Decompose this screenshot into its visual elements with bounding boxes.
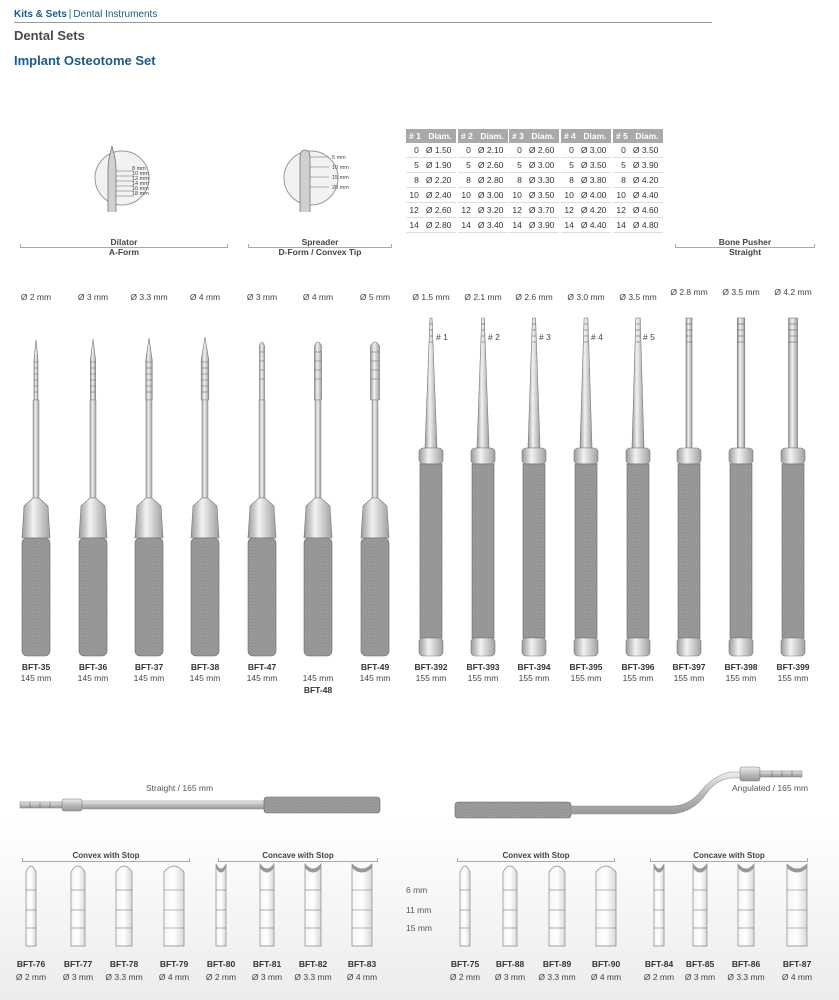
- depth-value: 10: [561, 188, 579, 203]
- tip-diameter: Ø 3.3 mm: [105, 972, 143, 982]
- instrument-tag: # 4: [591, 332, 603, 342]
- instrument-code: BFT-36: [78, 662, 108, 672]
- depth-value: 0: [509, 143, 527, 158]
- tip-bft-81: [260, 864, 274, 946]
- depth-value: 5: [509, 158, 527, 173]
- depth-table-head: # 2: [458, 129, 476, 143]
- diameter-value: Ø 3.80: [579, 173, 611, 188]
- diameter-value: Ø 3.90: [527, 218, 559, 233]
- diameter-value: Ø 3.00: [476, 188, 508, 203]
- tip-code: BFT-76: [16, 959, 46, 969]
- tip-diameter: Ø 3 mm: [684, 972, 716, 982]
- instrument-code: BFT-394: [517, 662, 551, 672]
- tip-code: BFT-87: [782, 959, 812, 969]
- instrument-bft-397: [677, 318, 701, 656]
- depth-value: 0: [561, 143, 579, 158]
- diameter-value: Ø 4.00: [579, 188, 611, 203]
- tip-diameter: Ø 2 mm: [15, 972, 47, 982]
- depth-table-diam-head: Diam.: [631, 129, 663, 143]
- instrument-tag: # 1: [436, 332, 448, 342]
- instrument-bft-35: [22, 340, 50, 656]
- tip-code: BFT-88: [495, 959, 525, 969]
- breadcrumb-section[interactable]: Kits & Sets: [14, 9, 67, 20]
- instrument-code: BFT-393: [466, 662, 500, 672]
- depth-value: 8: [406, 173, 424, 188]
- instrument-length: 145 mm: [20, 673, 52, 683]
- instrument-code: BFT-395: [569, 662, 603, 672]
- instrument-bft-398: [729, 318, 753, 656]
- instrument-diameter: Ø 3.5 mm: [619, 292, 657, 302]
- instrument-bft-38: [191, 337, 219, 656]
- instrument-tag: # 3: [539, 332, 551, 342]
- tip-diameter: Ø 4 mm: [781, 972, 813, 982]
- instrument-length: 155 mm: [518, 673, 550, 683]
- instrument-bft-48: [304, 342, 332, 656]
- diameter-value: Ø 3.00: [527, 158, 559, 173]
- diameter-value: Ø 2.40: [424, 188, 456, 203]
- depth-value: 12: [406, 203, 424, 218]
- diameter-value: Ø 4.60: [631, 203, 663, 218]
- instrument-length: 145 mm: [359, 673, 391, 683]
- tip-diameter: Ø 3 mm: [62, 972, 94, 982]
- tip-diameter: Ø 3.3 mm: [294, 972, 332, 982]
- tip-code: BFT-78: [109, 959, 139, 969]
- depth-value: 5: [561, 158, 579, 173]
- instrument-code: BFT-48: [303, 685, 333, 695]
- instrument-bft-394: [522, 318, 546, 656]
- tip-bft-82: [305, 864, 321, 946]
- depth-table-head: # 1: [406, 129, 424, 143]
- tip-code: BFT-79: [159, 959, 189, 969]
- tip-bft-76: [26, 866, 36, 946]
- instrument-length: 145 mm: [77, 673, 109, 683]
- dilator-tip-marks: 8 mm 10 mm 12 mm 14 mm 16 mm 18 mm: [132, 166, 149, 197]
- group-convex-left: Convex with Stop: [72, 851, 140, 860]
- tip-bft-77: [71, 866, 85, 946]
- tip-diameter: Ø 2 mm: [643, 972, 675, 982]
- depth-value: 0: [458, 143, 476, 158]
- instrument-diameter: Ø 3.3 mm: [130, 292, 168, 302]
- tip-bft-78: [116, 866, 132, 946]
- tip-diameter: Ø 4 mm: [158, 972, 190, 982]
- diameter-value: Ø 3.20: [476, 203, 508, 218]
- instrument-bft-399: [781, 318, 805, 656]
- depth-value: 12: [561, 203, 579, 218]
- diameter-value: Ø 2.60: [424, 203, 456, 218]
- instrument-diameter: Ø 3.5 mm: [722, 287, 760, 297]
- diameter-value: Ø 3.70: [527, 203, 559, 218]
- tip-bft-84: [654, 864, 664, 946]
- diameter-value: Ø 2.60: [527, 143, 559, 158]
- angulated-label: Angulated / 165 mm: [732, 783, 809, 793]
- tip-bft-79: [164, 866, 184, 946]
- depth-value: 14: [406, 218, 424, 233]
- instrument-code: BFT-399: [776, 662, 810, 672]
- depth-mark-15: 15 mm: [406, 923, 432, 933]
- depth-value: 14: [458, 218, 476, 233]
- group-convex-right: Convex with Stop: [502, 851, 570, 860]
- tip-diameter: Ø 2 mm: [449, 972, 481, 982]
- instrument-diameter: Ø 4 mm: [189, 292, 221, 302]
- straight-osteotome: [20, 797, 380, 813]
- depth-mark-6: 6 mm: [406, 885, 428, 895]
- instrument-code: BFT-35: [21, 662, 51, 672]
- depth-table-diam-head: Diam.: [476, 129, 508, 143]
- instrument-length: 155 mm: [570, 673, 602, 683]
- depth-table-head: # 4: [561, 129, 579, 143]
- depth-value: 5: [406, 158, 424, 173]
- tip-diameter: Ø 4 mm: [346, 972, 378, 982]
- group-bone-pusher: Bone Pusher Straight: [718, 237, 772, 257]
- instrument-bft-36: [79, 339, 107, 656]
- diameter-value: Ø 2.80: [424, 218, 456, 233]
- instrument-length: 155 mm: [622, 673, 654, 683]
- diameter-value: Ø 3.50: [631, 143, 663, 158]
- instrument-diameter: Ø 2.8 mm: [670, 287, 708, 297]
- tip-bft-85: [693, 864, 707, 946]
- depth-table-head: # 3: [509, 129, 527, 143]
- depth-value: 8: [458, 173, 476, 188]
- page-subtitle: Implant Osteotome Set: [14, 53, 156, 68]
- depth-value: 10: [406, 188, 424, 203]
- group-dilator: Dilator A-Form: [108, 237, 140, 257]
- instrument-length: 145 mm: [133, 673, 165, 683]
- instrument-length: 155 mm: [673, 673, 705, 683]
- tip-code: BFT-75: [450, 959, 480, 969]
- diameter-value: Ø 3.30: [527, 173, 559, 188]
- tip-bft-88: [503, 866, 517, 946]
- tip-diameter: Ø 4 mm: [590, 972, 622, 982]
- instrument-code: BFT-47: [247, 662, 277, 672]
- instrument-diameter: Ø 1.5 mm: [412, 292, 450, 302]
- diameter-value: Ø 4.40: [631, 188, 663, 203]
- instrument-bft-47: [248, 342, 276, 656]
- tip-code: BFT-90: [591, 959, 621, 969]
- instrument-code: BFT-398: [724, 662, 758, 672]
- depth-value: 14: [613, 218, 631, 233]
- group-concave-left: Concave with Stop: [262, 851, 334, 860]
- depth-value: 14: [509, 218, 527, 233]
- instrument-code: BFT-38: [190, 662, 220, 672]
- instrument-diameter: Ø 2.1 mm: [464, 292, 502, 302]
- instrument-code: BFT-396: [621, 662, 655, 672]
- tip-bft-90: [596, 866, 616, 946]
- diameter-value: Ø 1.90: [424, 158, 456, 173]
- tip-drawings: [0, 860, 839, 955]
- diameter-value: Ø 3.90: [631, 158, 663, 173]
- instrument-bft-393: [471, 318, 495, 656]
- tip-bft-86: [738, 864, 754, 946]
- tip-code: BFT-85: [685, 959, 715, 969]
- tip-bft-80: [216, 864, 226, 946]
- breadcrumb-separator: |: [68, 9, 72, 20]
- tip-diameter: Ø 3.3 mm: [727, 972, 765, 982]
- page-title: Dental Sets: [14, 28, 85, 43]
- group-spreader: Spreader D-Form / Convex Tip: [278, 237, 362, 257]
- instrument-bft-49: [361, 342, 389, 656]
- depth-mark-11: 11 mm: [406, 905, 432, 915]
- depth-value: 5: [613, 158, 631, 173]
- instrument-bft-37: [135, 338, 163, 656]
- tip-bft-89: [549, 866, 565, 946]
- instrument-diameter: Ø 2 mm: [20, 292, 52, 302]
- instrument-code: BFT-49: [360, 662, 390, 672]
- depth-value: 8: [561, 173, 579, 188]
- tip-diameter: Ø 3.3 mm: [538, 972, 576, 982]
- instrument-length: 155 mm: [777, 673, 809, 683]
- tip-code: BFT-86: [731, 959, 761, 969]
- diameter-value: Ø 2.10: [476, 143, 508, 158]
- depth-value: 10: [613, 188, 631, 203]
- depth-value: 0: [406, 143, 424, 158]
- straight-label: Straight / 165 mm: [146, 783, 214, 793]
- depth-value: 12: [613, 203, 631, 218]
- diameter-value: Ø 3.00: [579, 143, 611, 158]
- depth-value: 8: [613, 173, 631, 188]
- tip-code: BFT-82: [298, 959, 328, 969]
- depth-value: 14: [561, 218, 579, 233]
- breadcrumb-subsection[interactable]: Dental Instruments: [73, 9, 158, 20]
- instrument-code: BFT-392: [414, 662, 448, 672]
- tip-code: BFT-89: [542, 959, 572, 969]
- tip-code: BFT-83: [347, 959, 377, 969]
- diameter-value: Ø 2.60: [476, 158, 508, 173]
- instrument-diameter: Ø 4.2 mm: [774, 287, 812, 297]
- instrument-code: BFT-37: [134, 662, 164, 672]
- diameter-value: Ø 4.20: [579, 203, 611, 218]
- tip-bft-75: [460, 866, 470, 946]
- instrument-length: 145 mm: [302, 673, 334, 683]
- instrument-tag: # 5: [643, 332, 655, 342]
- instrument-length: 155 mm: [467, 673, 499, 683]
- group-concave-right: Concave with Stop: [693, 851, 765, 860]
- instrument-code: BFT-397: [672, 662, 706, 672]
- depth-value: 10: [509, 188, 527, 203]
- tip-bft-87: [787, 864, 807, 946]
- tip-diameter: Ø 3 mm: [494, 972, 526, 982]
- long-instruments: [0, 760, 839, 840]
- tip-code: BFT-77: [63, 959, 93, 969]
- tip-diameter: Ø 3 mm: [251, 972, 283, 982]
- instrument-diameter: Ø 3 mm: [77, 292, 109, 302]
- diameter-value: Ø 3.50: [527, 188, 559, 203]
- instrument-length: 145 mm: [246, 673, 278, 683]
- depth-value: 8: [509, 173, 527, 188]
- instrument-diameter: Ø 3 mm: [246, 292, 278, 302]
- instrument-bft-392: [419, 318, 443, 656]
- spreader-tip-marks: 5 mm 10 mm 15 mm 20 mm: [332, 155, 349, 191]
- instrument-tag: # 2: [488, 332, 500, 342]
- tip-code: BFT-80: [206, 959, 236, 969]
- tip-diameter: Ø 2 mm: [205, 972, 237, 982]
- tip-bft-83: [352, 864, 372, 946]
- depth-table-diam-head: Diam.: [579, 129, 611, 143]
- instrument-diameter: Ø 4 mm: [302, 292, 334, 302]
- instrument-bft-395: [574, 318, 598, 656]
- instrument-bft-396: [626, 318, 650, 656]
- instrument-length: 155 mm: [725, 673, 757, 683]
- instrument-diameter: Ø 2.6 mm: [515, 292, 553, 302]
- tip-code: BFT-81: [252, 959, 282, 969]
- depth-table-diam-head: Diam.: [424, 129, 456, 143]
- diameter-value: Ø 4.80: [631, 218, 663, 233]
- depth-value: 12: [458, 203, 476, 218]
- diameter-value: Ø 1.50: [424, 143, 456, 158]
- instrument-length: 155 mm: [415, 673, 447, 683]
- diameter-value: Ø 2.80: [476, 173, 508, 188]
- instrument-length: 145 mm: [189, 673, 221, 683]
- instrument-diameter: Ø 3.0 mm: [567, 292, 605, 302]
- diameter-value: Ø 3.50: [579, 158, 611, 173]
- depth-value: 12: [509, 203, 527, 218]
- depth-table-diam-head: Diam.: [527, 129, 559, 143]
- depth-value: 5: [458, 158, 476, 173]
- depth-table-head: # 5: [613, 129, 631, 143]
- diameter-value: Ø 4.20: [631, 173, 663, 188]
- diameter-value: Ø 3.40: [476, 218, 508, 233]
- diameter-value: Ø 2.20: [424, 173, 456, 188]
- depth-value: 0: [613, 143, 631, 158]
- depth-value: 10: [458, 188, 476, 203]
- diameter-value: Ø 4.40: [579, 218, 611, 233]
- tip-code: BFT-84: [644, 959, 674, 969]
- instrument-diameter: Ø 5 mm: [359, 292, 391, 302]
